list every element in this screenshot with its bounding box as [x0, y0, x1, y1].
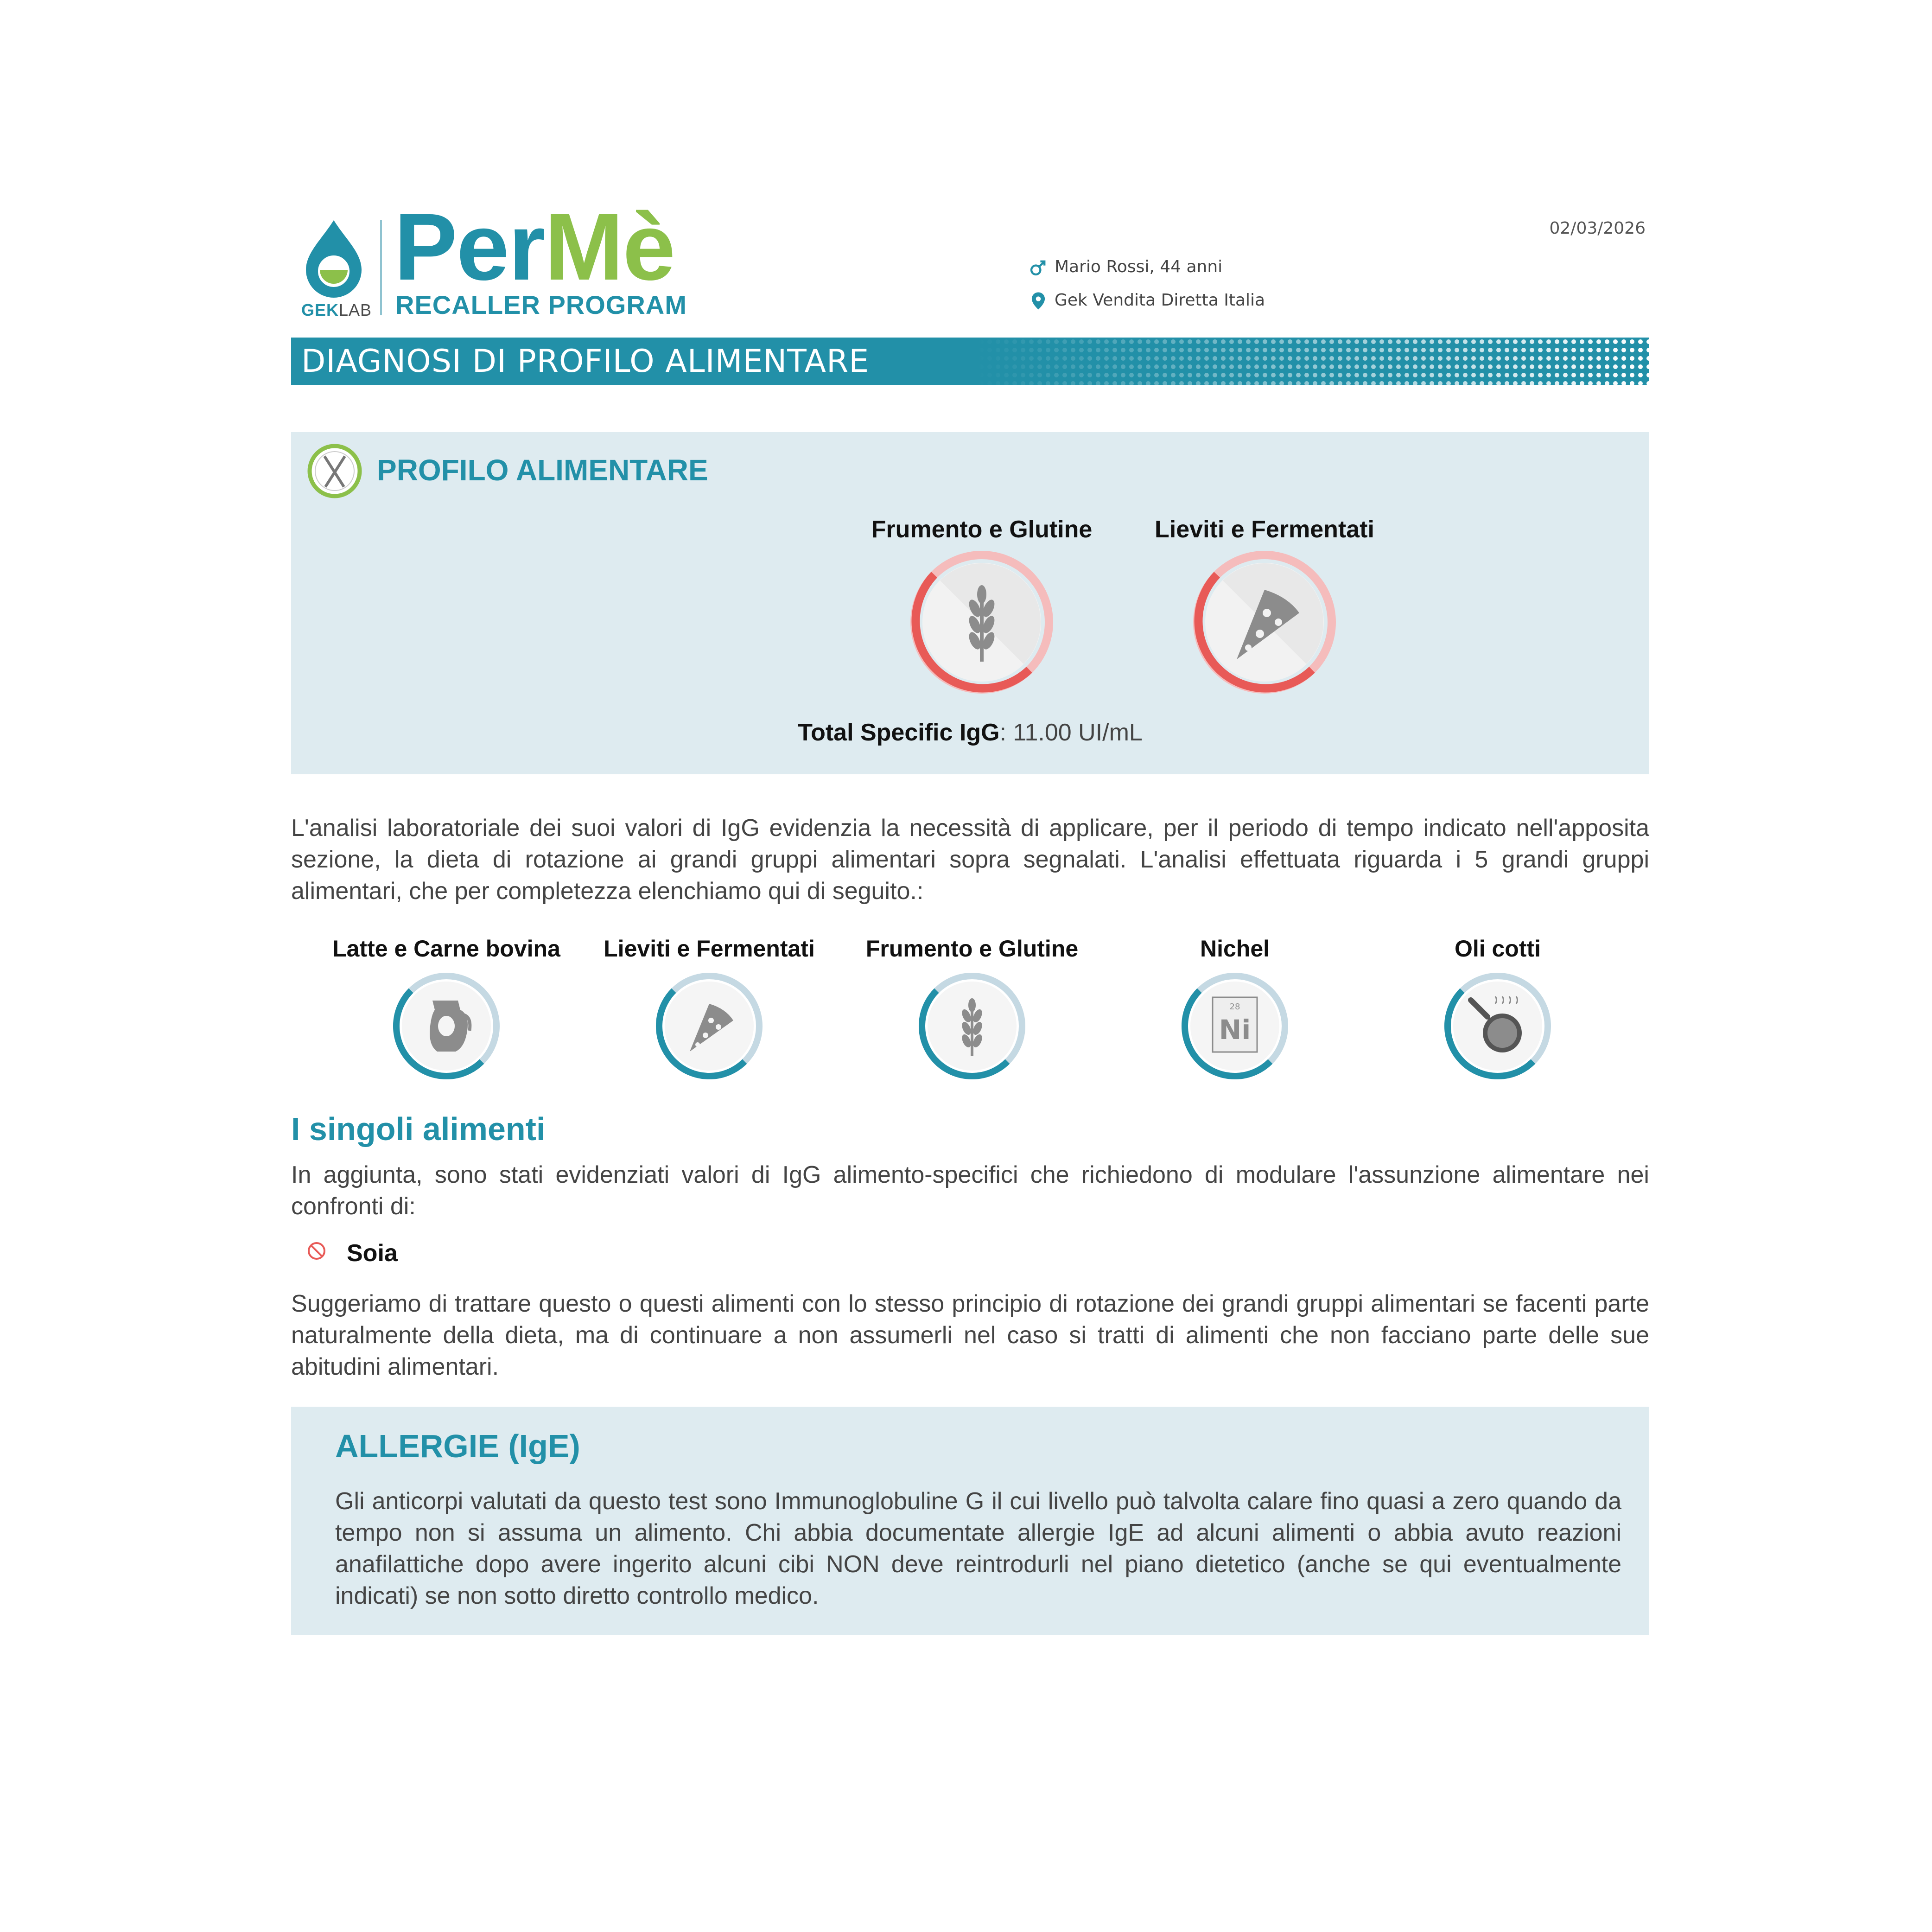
brand-subtitle: RECALLER PROGRAM	[395, 290, 687, 319]
group-gauge	[1442, 970, 1553, 1082]
nickel-element-icon	[1213, 997, 1257, 1052]
allergy-title: ALLERGIE (IgE)	[335, 1428, 580, 1464]
group-label: Nichel	[1200, 936, 1270, 962]
flagged-gauge	[908, 548, 1056, 696]
geklab-wordmark: GEKLAB	[301, 300, 372, 319]
total-specific-igg: Total Specific IgG: 11.00 UI/mL	[798, 719, 1143, 746]
location-info: Gek Vendita Diretta Italia	[1027, 291, 1265, 311]
group-gauge	[1179, 970, 1290, 1082]
profile-panel	[291, 432, 1649, 774]
profile-title: PROFILO ALIMENTARE	[377, 453, 708, 487]
suggestion-text: Suggeriamo di trattare questo o questi alimenti con lo stesso principio di rotazione dei grandi gruppi alimentari se facenti parte naturalmente della dieta, ma di continuare a non assumerli nel caso si tratti di alimenti che non facciano parte delle sue abitudini alimentari.	[291, 1290, 1649, 1380]
report-date: 02/03/2026	[1549, 219, 1646, 238]
allergy-panel	[291, 1407, 1649, 1635]
flagged-label: Lieviti e Fermentati	[1155, 516, 1374, 543]
male-icon	[1027, 257, 1050, 278]
singoli-title: I singoli alimenti	[291, 1111, 546, 1147]
prohibited-icon	[306, 1240, 327, 1262]
banner-title: DIAGNOSI DI PROFILO ALIMENTARE	[301, 343, 870, 380]
patient-info: Mario Rossi, 44 anni	[1027, 257, 1222, 278]
flagged-food-item: Soia	[347, 1240, 398, 1267]
flagged-label: Frumento e Glutine	[871, 516, 1093, 543]
element-symbol: Ni	[1219, 1014, 1251, 1046]
group-label: Lieviti e Fermentati	[604, 936, 815, 962]
intro-paragraph: L'analisi laboratoriale dei suoi valori di IgG evidenzia la necessità di applicare, per il periodo di tempo indicato nell'apposita sezione, la dieta di rotazione ai grandi gruppi alimentari sopra segnalati. L'analisi effettuata riguarda i 5 grandi gruppi alimentari, che per completezza elenchiamo qui di seguito.:	[291, 815, 1649, 905]
singoli-text: In aggiunta, sono stati evidenziati valori di IgG alimento-specifici che richiedono di modulare l'assunzione alimentare nei confronti di:	[291, 1161, 1649, 1220]
section-banner	[291, 338, 1649, 385]
flagged-gauge	[1190, 548, 1339, 696]
group-label: Frumento e Glutine	[865, 936, 1079, 962]
cutlery-icon	[306, 442, 364, 500]
logo-divider	[380, 220, 382, 315]
group-gauge	[654, 970, 765, 1082]
halftone-pattern	[977, 338, 1649, 385]
brand-title: PerMè	[394, 194, 675, 300]
element-number: 28	[1229, 1002, 1240, 1012]
allergy-text: Gli anticorpi valutati da questo test sono Immunoglobuline G il cui livello può talvolta calare fino quasi a zero quando da tempo non si assuma un alimento. Chi abbia documentate allergie IgE ad alcuni alimenti o abbia avuto reazioni anafilattiche dopo avere ingerito alcuni cibi NON deve reintrodurli nel piano dietetico (anche se qui eventualmente indicati) se non sotto diretto controllo medico.	[335, 1488, 1621, 1609]
location-pin-icon	[1027, 291, 1050, 311]
geklab-drop-logo	[301, 218, 366, 301]
group-gauge	[916, 970, 1028, 1082]
group-label: Latte e Carne bovina	[332, 936, 560, 962]
group-label: Oli cotti	[1454, 936, 1541, 962]
group-gauge	[391, 970, 502, 1082]
